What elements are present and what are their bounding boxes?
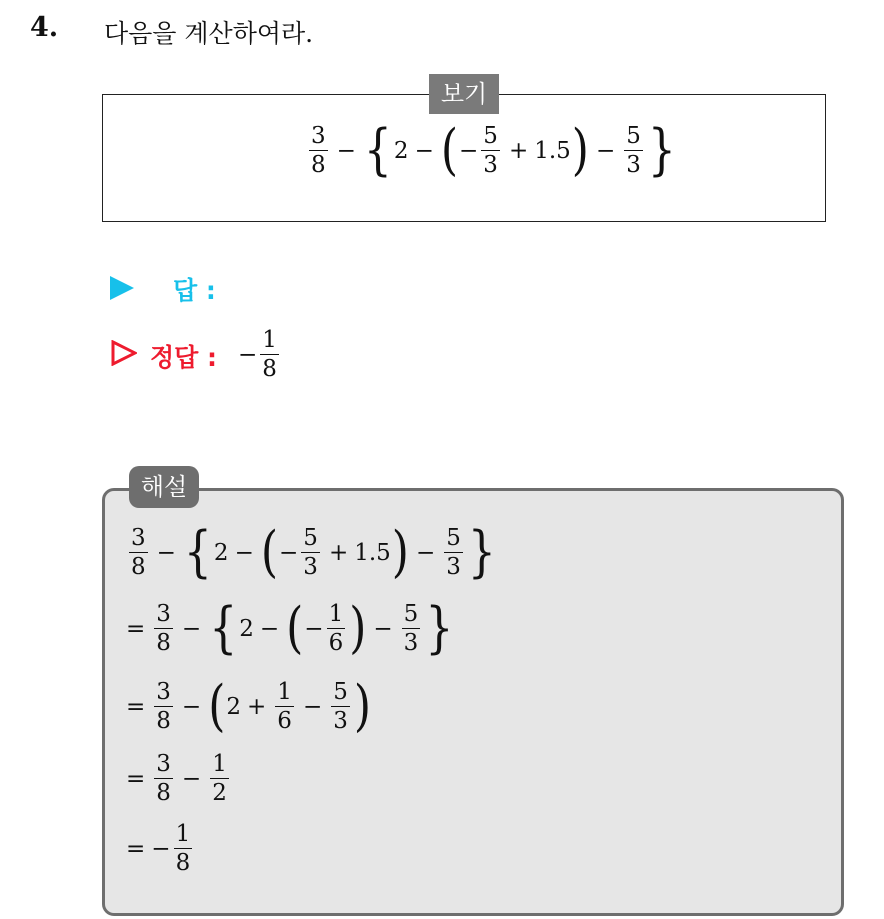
answer-arrow-icon [110,276,134,300]
fraction: $\frac{5}{3}$ [626,123,641,179]
example-box-label: 보기 [429,74,499,114]
solution-step-4: = $\frac{3}{8}$ − $\frac{1}{2}$ [126,751,227,807]
solution-step-5: = − $\frac{1}{8}$ [126,821,191,877]
fraction: $\frac{5}{3}$ [483,123,498,179]
example-expression: $\frac{3}{8}$ − { 2 − ( − $\frac{5}{3}$ + 1.5 ) − $\frac{5}{3}$ } [311,118,676,182]
question-number: 4. [30,12,59,43]
fraction: $\frac{3}{8}$ [311,123,326,179]
correct-answer-sign: − [238,341,258,368]
correct-answer-label: 정답 : [150,343,218,372]
correct-answer-value [238,328,282,381]
solution-label: 해설 [129,466,199,508]
question-text: 다음을 계산하여라. [104,19,314,48]
solution-step-2: = $\frac{3}{8}$ − { 2 − ( − $\frac{1}{6}$ ) − $\frac{5}{3}$ } [126,596,454,660]
solution-step-3: = $\frac{3}{8}$ − ( 2 + $\frac{1}{6}$ − $\frac{5}{3}$ ) [126,674,372,738]
solution-step-1: $\frac{3}{8}$ − { 2 − ( − $\frac{5}{3}$ + 1.5 ) − $\frac{5}{3}$ } [131,520,496,584]
answer-label: 답 : [173,276,216,305]
correct-answer-fraction: $\frac{1}{8}$ [262,327,277,383]
correct-arrow-icon [111,340,137,366]
